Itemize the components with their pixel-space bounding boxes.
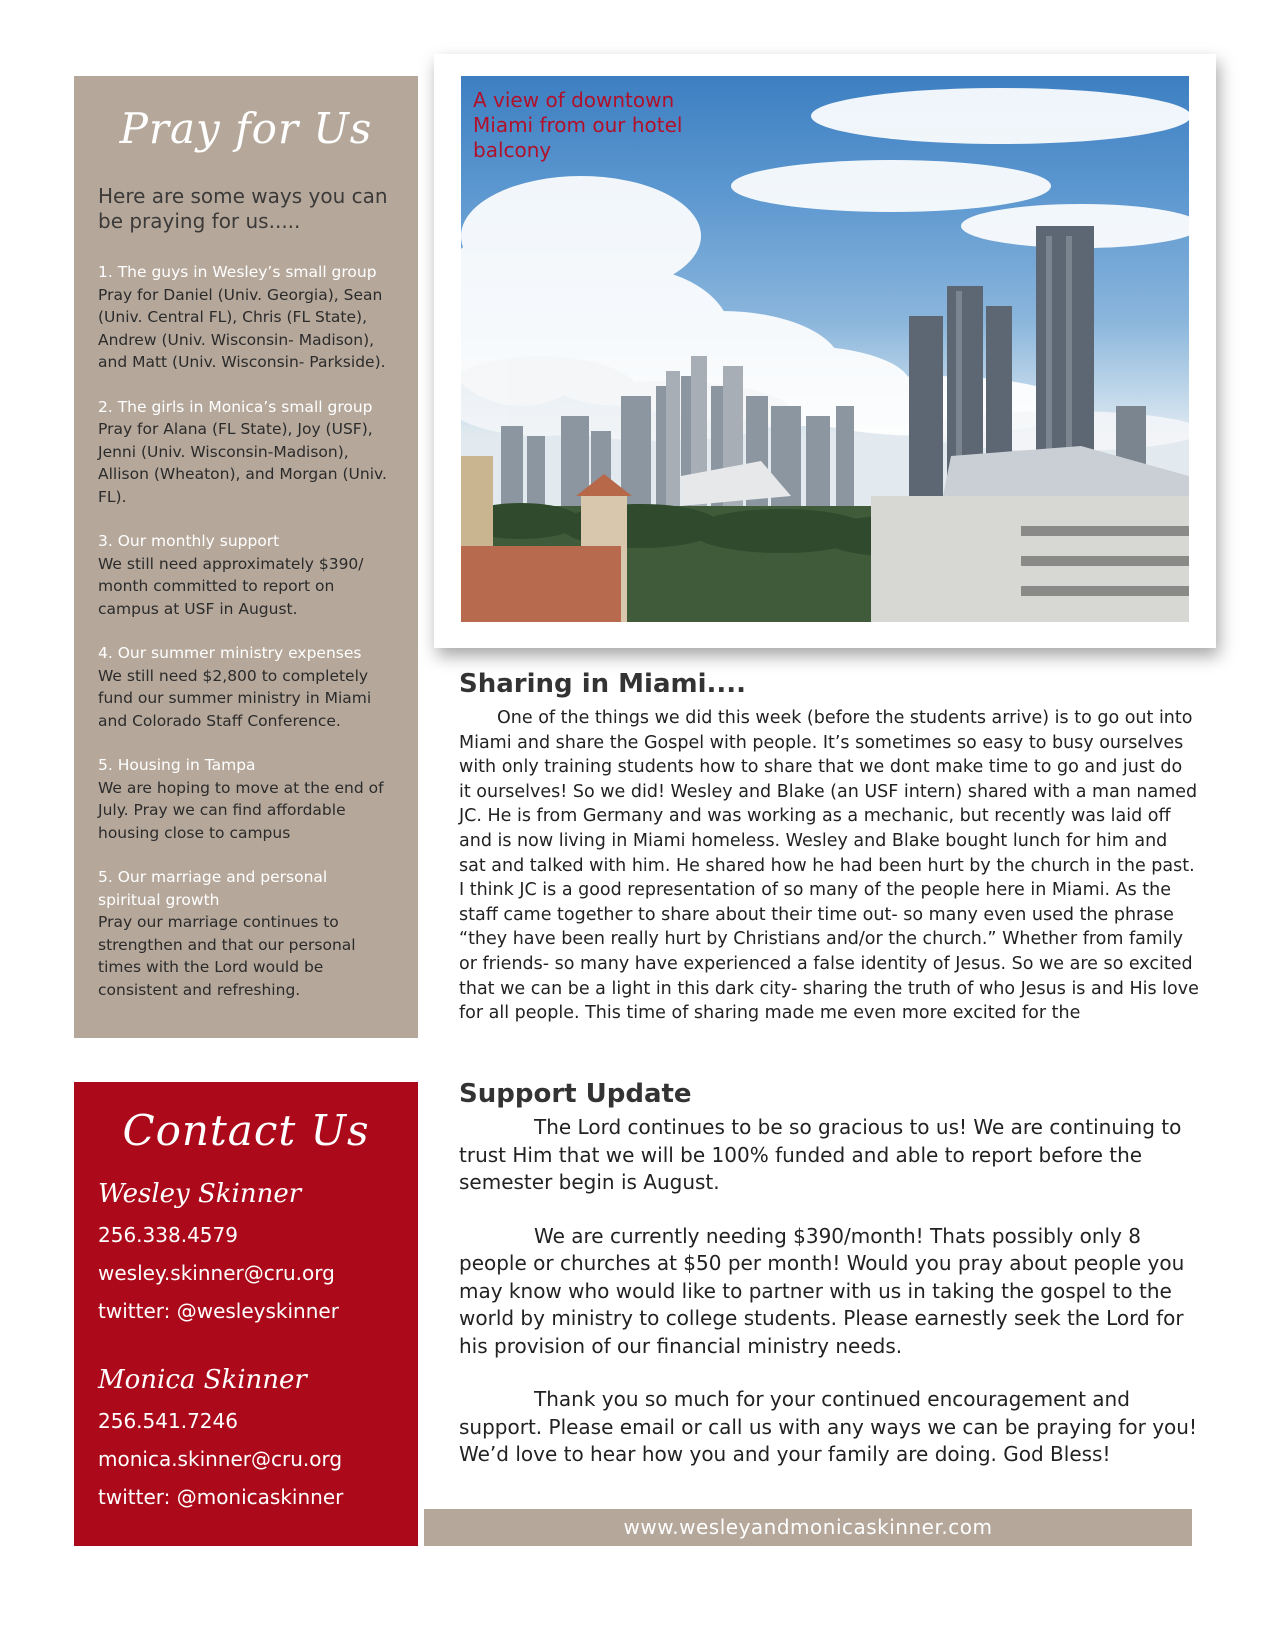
miami-skyline-photo	[461, 76, 1189, 622]
prayer-item-heading: 4. Our summer ministry expenses	[98, 644, 362, 662]
photo-frame	[434, 54, 1216, 648]
contact-person-wesley	[98, 1172, 394, 1330]
contact-email[interactable]: monica.skinner@cru.org	[98, 1447, 343, 1471]
contact-name: Wesley Skinner	[98, 1179, 302, 1209]
contact-spacer	[98, 1330, 394, 1356]
pray-title: Pray for Us	[119, 104, 373, 153]
prayer-item	[98, 754, 394, 844]
contact-phone[interactable]: 256.541.7246	[98, 1409, 238, 1433]
prayer-item-body: We are hoping to move at the end of July. Pray we can find affordable housing close to campus	[98, 778, 384, 842]
prayer-list	[98, 261, 394, 1001]
support-body	[459, 1114, 1199, 1469]
prayer-item	[98, 642, 394, 732]
prayer-item	[98, 396, 394, 509]
support-article	[459, 1078, 1199, 1469]
prayer-item-body: Pray our marriage continues to strengthen and that our personal times with the Lord would be consistent and refreshing.	[98, 913, 356, 999]
sharing-body: One of the things we did this week (before the students arrive) is to go out into Miami and share the Gospel with people. It’s sometimes so easy to busy ourselves with only training students how to share that we dont make time to go and just do it ourselves! So we did! Wesley and Blake (an USF intern) shared with a man named JC. He is from Germany and was working as a mechanic, but recently was laid off and is now living in Miami homeless. Wesley and Blake bought lunch for him and sat and talked with him. He shared how he had been hurt by the church in the past. I think JC is a good representation of so many of the people here in Miami. As the staff came together to share about their time out- so many even used the phrase “they have been really hurt by Christians and/or the church.” Whether from family or friends- so many have experienced a false identity of Jesus. So we are so excited that we can be a light in this dark city- sharing the truth of who Jesus is and His love for all people. This time of sharing made me even more excited for the	[459, 708, 1199, 1024]
prayer-item-heading: 3. Our monthly support	[98, 532, 280, 550]
sharing-title: Sharing in Miami....	[459, 669, 747, 699]
prayer-item-heading: 2. The girls in Monica’s small group	[98, 397, 373, 416]
prayer-item-body: We still need approximately $390/ month committed to report on campus at USF in August.	[98, 554, 364, 618]
prayer-item-heading: 1. The guys in Wesley’s small group	[98, 263, 377, 281]
contact-phone[interactable]: 256.338.4579	[98, 1223, 238, 1247]
prayer-item	[98, 530, 394, 620]
prayer-item-body: Pray for Alana (FL State), Joy (USF), Jenni (Univ. Wisconsin-Madison), Allison (Wheaton), and Morgan (Univ. FL).	[98, 420, 387, 506]
prayer-item	[98, 261, 394, 374]
pray-intro: Here are some ways you can be praying for us.....	[98, 184, 388, 233]
prayer-item-body: We still need $2,800 to completely fund our summer ministry in Miami and Colorado Staff Conference.	[98, 666, 372, 730]
footer-website[interactable]: www.wesleyandmonicaskinner.com	[424, 1509, 1192, 1546]
contact-twitter[interactable]: twitter: @monicaskinner	[98, 1485, 344, 1509]
prayer-item	[98, 866, 394, 1001]
contact-sidebar	[74, 1082, 418, 1546]
sharing-article	[459, 668, 1199, 1026]
support-paragraph: The Lord continues to be so gracious to us! We are continuing to trust Him that we will be 100% funded and able to report before the semester begin is August.	[459, 1115, 1182, 1194]
prayer-item-heading: 5. Housing in Tampa	[98, 756, 256, 774]
support-paragraph: Thank you so much for your continued encouragement and support. Please email or call us with any ways we can be praying for you! We’d love to hear how you and your family are doing. God Bless!	[459, 1387, 1197, 1466]
contact-email[interactable]: wesley.skinner@cru.org	[98, 1261, 335, 1285]
contact-title: Contact Us	[122, 1106, 370, 1155]
support-title: Support Update	[459, 1079, 692, 1109]
contact-twitter[interactable]: twitter: @wesleyskinner	[98, 1299, 339, 1323]
photo-caption: A view of downtown Miami from our hotel balcony	[473, 88, 683, 162]
prayer-item-heading: 5. Our marriage and personal spiritual growth	[98, 868, 328, 909]
contact-person-monica	[98, 1358, 394, 1516]
pray-sidebar	[74, 76, 418, 1038]
contact-name: Monica Skinner	[98, 1365, 307, 1395]
prayer-item-body: Pray for Daniel (Univ. Georgia), Sean (Univ. Central FL), Chris (FL State), Andrew (Univ. Wisconsin- Madison), and Matt (Univ. Wisconsin- Parkside).	[98, 285, 386, 371]
support-paragraph: We are currently needing $390/month! Thats possibly only 8 people or churches at $50 per month! Would you pray about people you may know who would like to partner with us in taking the gospel to the world by ministry to college students. Please earnestly seek the Lord for his provision of our financial ministry needs.	[459, 1223, 1185, 1358]
